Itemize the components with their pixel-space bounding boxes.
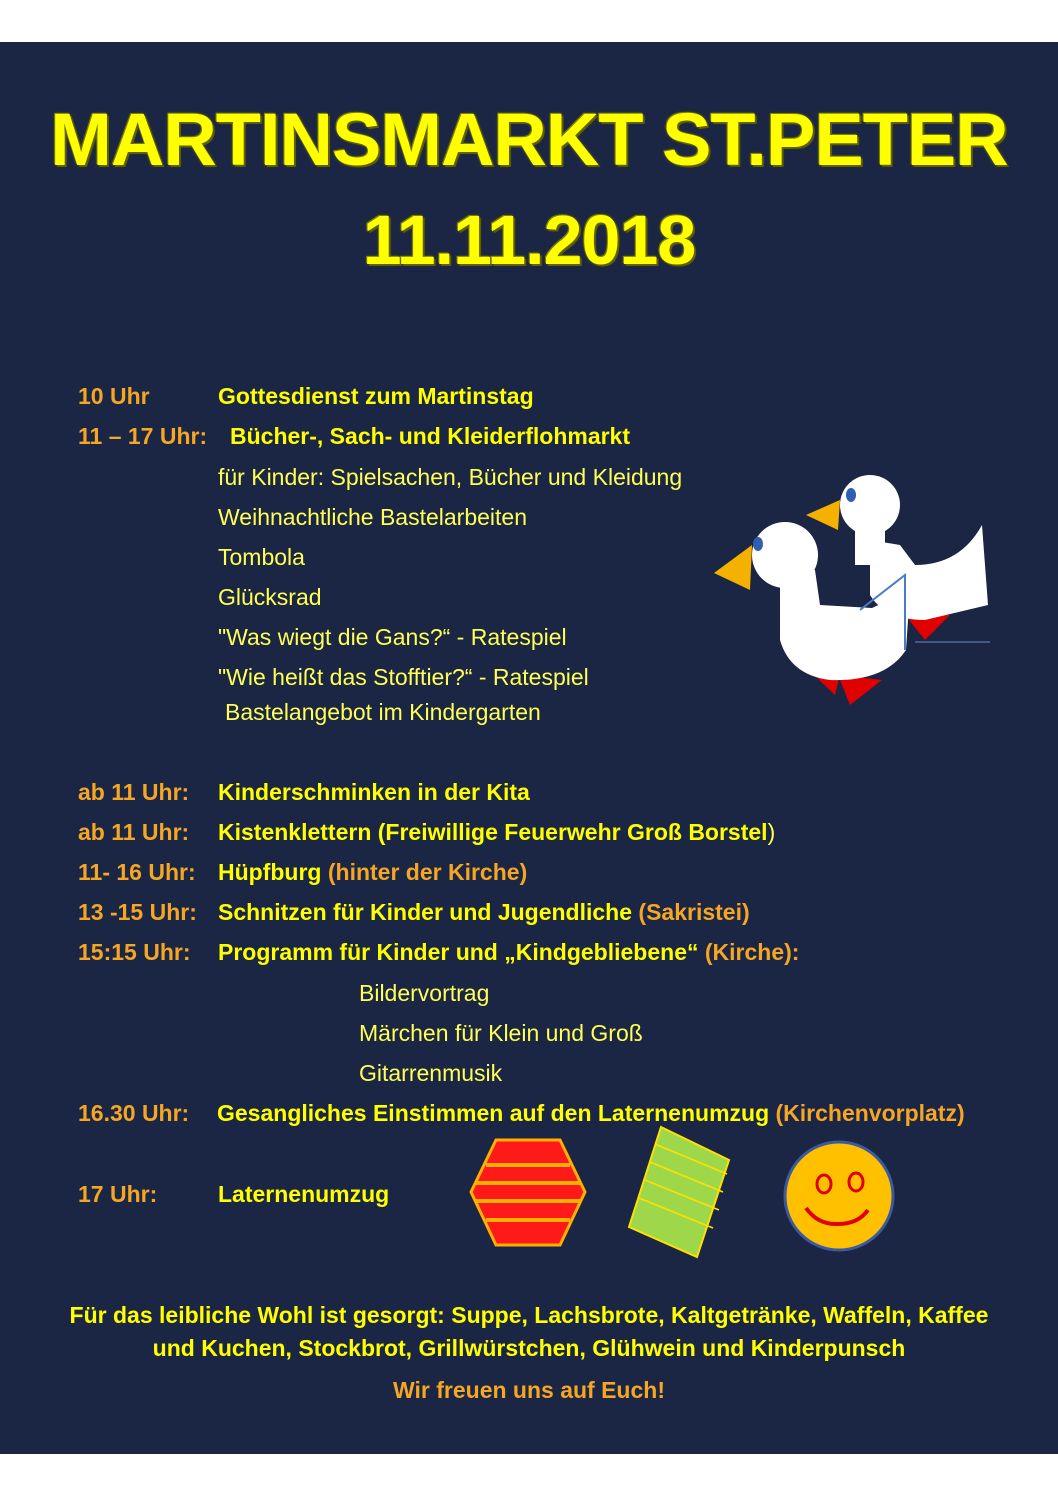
schedule-time: 17 Uhr: xyxy=(78,1181,158,1207)
subitem-text: Märchen für Klein und Groß xyxy=(359,1020,643,1046)
poster-title: MARTINSMARKT ST.PETER xyxy=(50,98,1008,181)
schedule-event xyxy=(218,939,799,966)
subitem-text: Tombola xyxy=(218,544,305,570)
event-place: (Kirche): xyxy=(698,939,800,965)
subitem-text: "Wie heißt das Stofftier?“ - Ratespiel xyxy=(218,664,589,690)
event-tail: ) xyxy=(767,819,776,845)
event-place: (Kirchenvorplatz) xyxy=(769,1100,965,1126)
subitem-text: Bastelangebot im Kindergarten xyxy=(225,699,541,725)
lantern-rectangle-icon xyxy=(625,1122,735,1262)
schedule-time: 11- 16 Uhr: xyxy=(78,859,196,885)
event-place: (hinter der Kirche) xyxy=(321,859,528,885)
event-text: Kistenklettern (Freiwillige Feuerwehr Groß Borstel xyxy=(218,819,768,845)
schedule-time: ab 11 Uhr: xyxy=(78,819,190,845)
schedule-event xyxy=(218,899,750,926)
event-text: Gesangliches Einstimmen auf den Laternenumzug xyxy=(217,1100,770,1126)
schedule-time: 16.30 Uhr: xyxy=(78,1100,190,1126)
event-text: Schnitzen für Kinder und Jugendliche xyxy=(218,899,633,925)
subitem-text: Gitarrenmusik xyxy=(359,1060,503,1086)
subitem-text: Weihnachtliche Bastelarbeiten xyxy=(218,504,527,530)
schedule-event: Bücher-, Sach- und Kleiderflohmarkt xyxy=(230,423,631,449)
schedule-event: Kinderschminken in der Kita xyxy=(218,779,530,805)
schedule-time: 10 Uhr xyxy=(78,383,150,409)
schedule-event xyxy=(218,819,775,846)
subitem-text: "Was wiegt die Gans?“ - Ratespiel xyxy=(218,624,567,650)
footer-food-line2: und Kuchen, Stockbrot, Grillwürstchen, Glühwein und Kinderpunsch xyxy=(152,1335,906,1361)
schedule-event xyxy=(218,859,527,886)
schedule-time: 13 -15 Uhr: xyxy=(78,899,197,925)
geese-icon xyxy=(710,470,1000,710)
schedule-time: 15:15 Uhr: xyxy=(78,939,191,965)
footer-food-line1: Für das leibliche Wohl ist gesorgt: Suppe, Lachsbrote, Kaltgetränke, Waffeln, Kaffee xyxy=(69,1302,989,1328)
subitem-text: für Kinder: Spielsachen, Bücher und Kleidung xyxy=(218,464,683,490)
event-text: Hüpfburg xyxy=(218,859,322,885)
event-text: Programm für Kinder und „Kindgebliebene“ xyxy=(218,939,699,965)
schedule-event: Gottesdienst zum Martinstag xyxy=(218,383,534,409)
lantern-hexagon-icon xyxy=(468,1135,588,1250)
subitem-text: Bildervortrag xyxy=(359,980,490,1006)
lantern-smiley-icon xyxy=(780,1140,900,1260)
schedule-time: 11 – 17 Uhr: xyxy=(78,423,208,449)
schedule-time: ab 11 Uhr: xyxy=(78,779,190,805)
schedule-event xyxy=(217,1100,965,1127)
event-place: (Sakristei) xyxy=(632,899,750,925)
footer-greeting: Wir freuen uns auf Euch! xyxy=(393,1377,665,1403)
poster-date: 11.11.2018 xyxy=(362,201,696,279)
schedule-event: Laternenumzug xyxy=(218,1181,390,1207)
subitem-text: Glücksrad xyxy=(218,584,322,610)
